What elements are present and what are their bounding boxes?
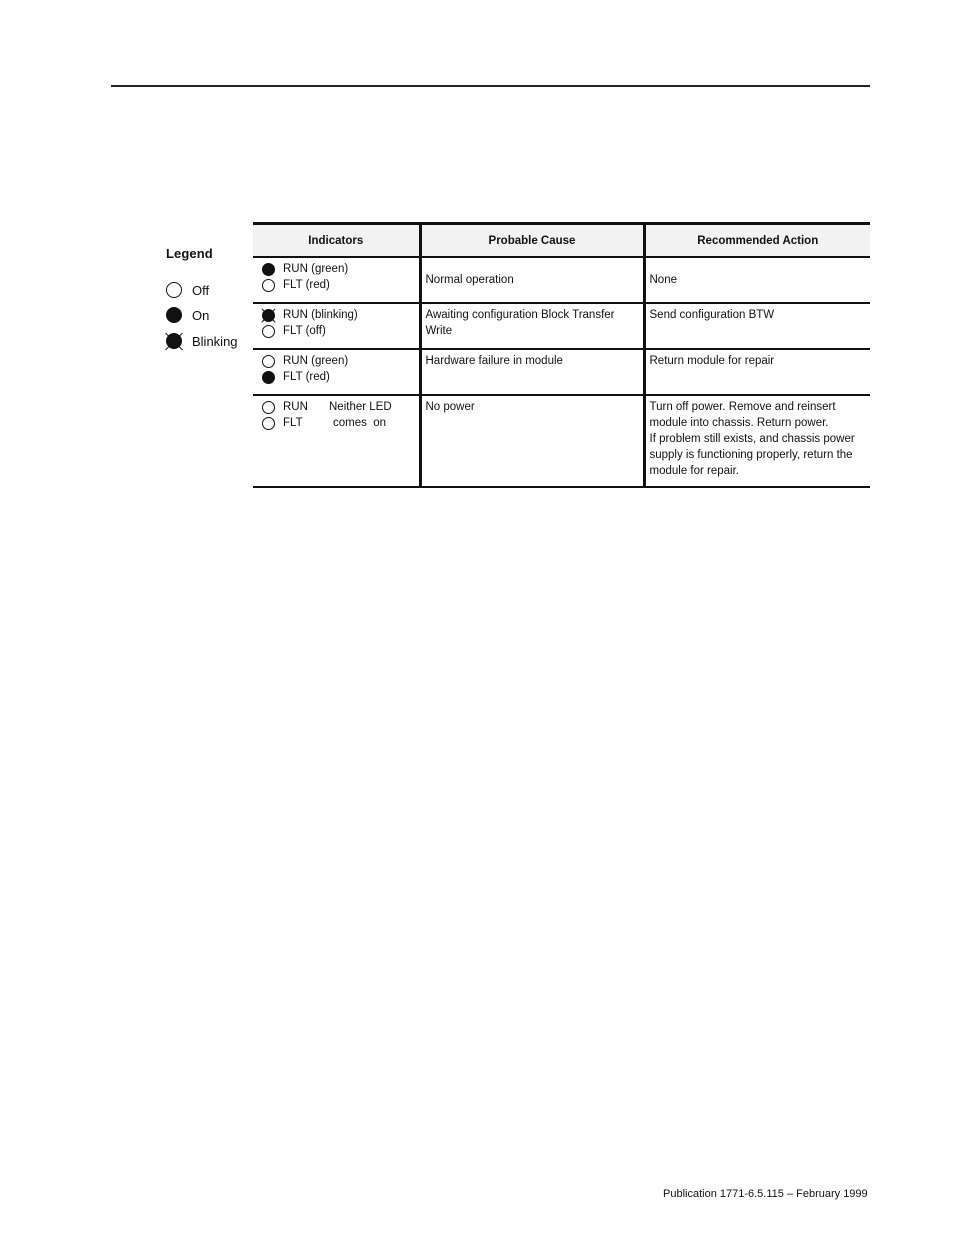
action-line: module into chassis. Return power. [649, 417, 829, 429]
indicator-line [257, 307, 415, 323]
header-rule [111, 85, 870, 87]
indicator-line [257, 353, 415, 369]
legend-title: Legend [166, 246, 213, 261]
action-line: If problem still exists, and chassis power [649, 433, 855, 445]
legend-item-blinking [166, 333, 238, 349]
publication-footer: Publication 1771-6.5.115 – February 1999 [663, 1188, 868, 1200]
table-row [253, 349, 870, 395]
indicator-name: RUN [283, 401, 308, 413]
legend-item-on [166, 307, 209, 323]
indicator-text: FLT (red) [283, 371, 330, 383]
action-cell: None [644, 257, 870, 303]
cause-cell [420, 395, 644, 487]
action-line: module for repair. [649, 465, 739, 477]
indicator-line [257, 277, 415, 293]
indicator-note: Neither LED [329, 401, 392, 413]
table-row [253, 303, 870, 349]
led-off-icon [262, 417, 275, 430]
cause-cell [420, 349, 644, 395]
led-on-icon [262, 263, 275, 276]
indicator-name: FLT [283, 417, 303, 429]
header-probable-cause: Probable Cause [420, 224, 644, 258]
led-blinking-icon [262, 309, 275, 322]
cause-cell [420, 303, 644, 349]
legend [166, 246, 238, 349]
legend-item-off [166, 282, 209, 298]
action-cell [644, 395, 870, 487]
table-header-row [253, 224, 870, 258]
cause-text: No power [425, 401, 475, 413]
indicator-text: RUN (blinking) [283, 309, 358, 321]
indicator-line [257, 323, 415, 339]
indicator-line [257, 261, 415, 277]
led-off-icon [262, 355, 275, 368]
table-row [253, 257, 870, 303]
indicator-text: RUN (green) [283, 355, 349, 367]
led-off-icon [262, 279, 275, 292]
led-blinking-icon [166, 333, 182, 349]
indicators-cell [253, 303, 420, 349]
indicator-note: comes on [333, 417, 387, 429]
action-line: Turn off power. Remove and reinsert [649, 401, 836, 413]
indicators-cell [253, 395, 420, 487]
led-off-icon [262, 401, 275, 414]
led-on-icon [262, 371, 275, 384]
indicator-line [257, 415, 415, 431]
header-recommended-action: Recommended Action [644, 224, 870, 258]
indicators-cell [253, 257, 420, 303]
indicator-text: RUN (green) [283, 263, 349, 275]
indicator-line [257, 369, 415, 385]
legend-label-off: Off [192, 282, 210, 298]
indicator-text: FLT (red) [283, 279, 330, 291]
table-row [253, 395, 870, 487]
header-indicators: Indicators [253, 224, 420, 258]
legend-label-on: On [192, 307, 210, 323]
led-off-icon [166, 282, 182, 298]
cause-text: Awaiting configuration Block Transfer Write [425, 309, 615, 337]
cause-cell: Normal operation [420, 257, 644, 303]
led-off-icon [262, 325, 275, 338]
action-cell [644, 349, 870, 395]
action-line: supply is functioning properly, return the [649, 449, 853, 461]
led-on-icon [166, 307, 182, 323]
indicator-text: FLT (off) [283, 325, 326, 337]
action-cell [644, 303, 870, 349]
troubleshooting-table [253, 222, 870, 488]
action-text: Send configuration BTW [649, 309, 775, 321]
indicators-cell [253, 349, 420, 395]
legend-label-blinking: Blinking [192, 333, 238, 349]
action-text: Return module for repair [649, 355, 775, 367]
cause-text: Hardware failure in module [425, 355, 563, 367]
indicator-line [257, 399, 415, 415]
